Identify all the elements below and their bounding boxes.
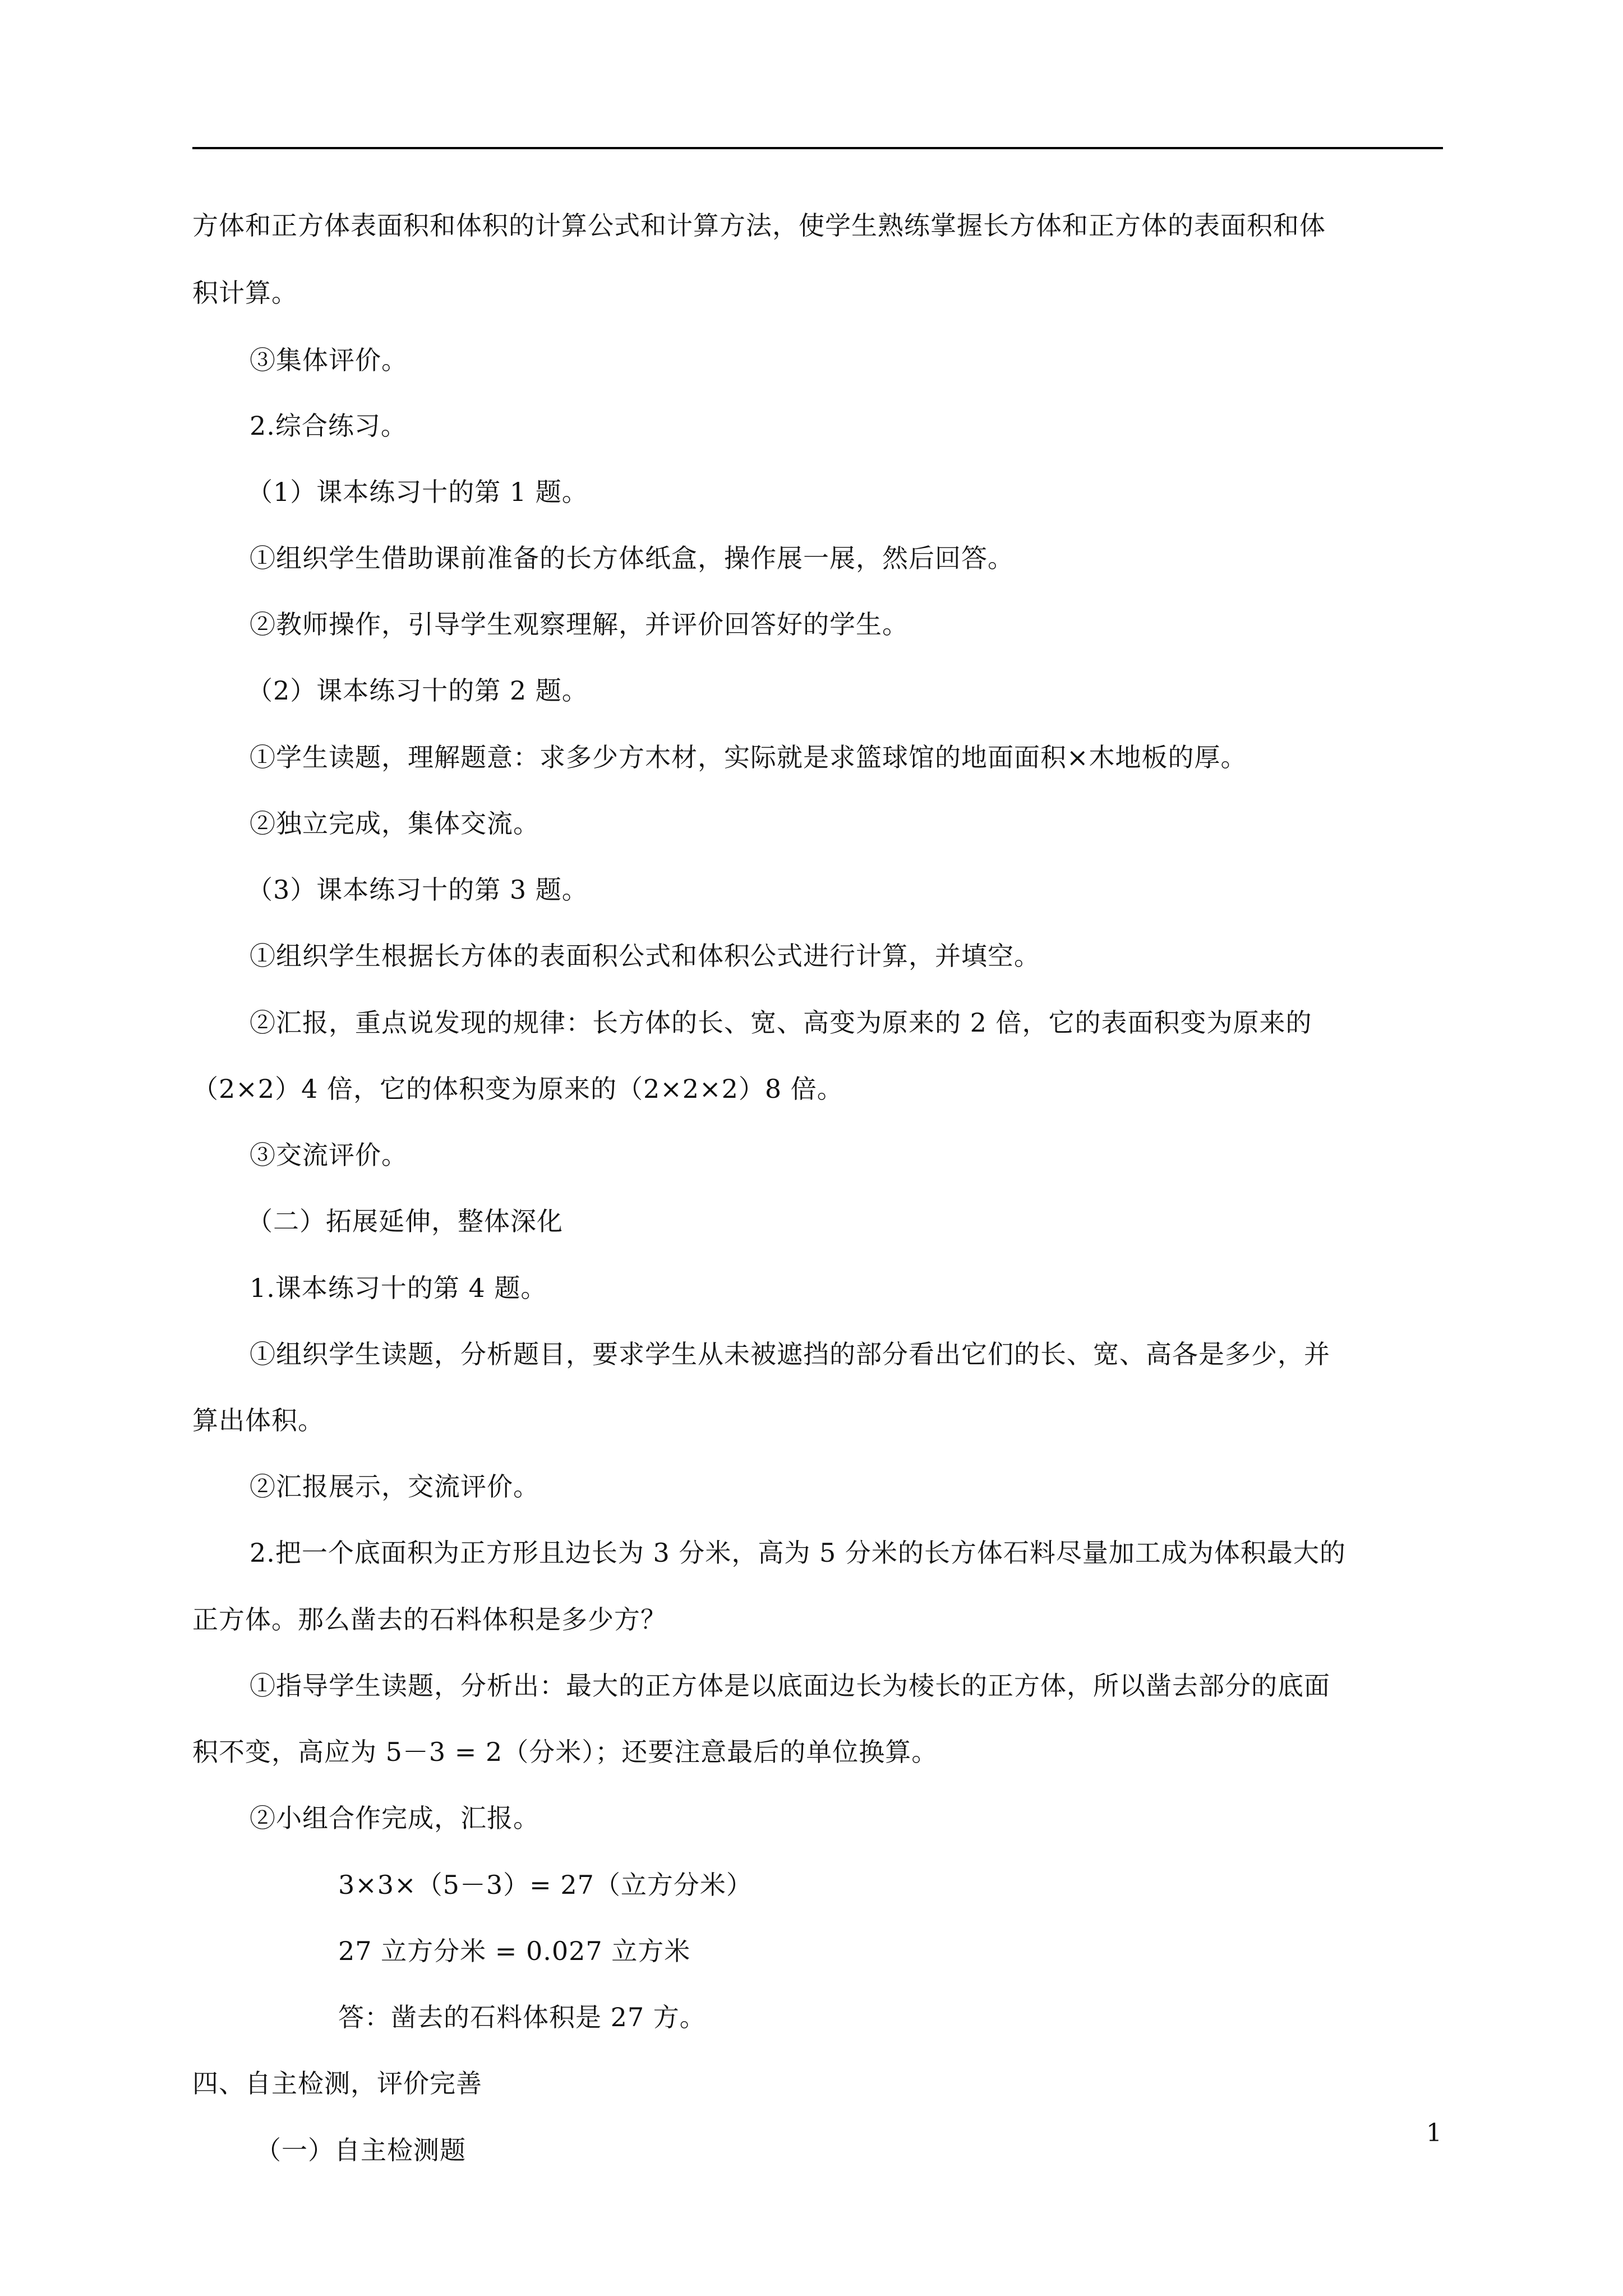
paragraph-line: ②汇报，重点说发现的规律：长方体的长、宽、高变为原来的 2 倍，它的表面积变为原来的: [250, 1007, 1312, 1038]
equation-line: 27 立方分米 = 0.027 立方米: [338, 1936, 691, 1966]
paragraph-line: ①指导学生读题，分析出：最大的正方体是以底面边长为棱长的正方体，所以凿去部分的底面: [250, 1671, 1330, 1701]
page-number: 1: [1426, 2119, 1442, 2147]
paragraph-line: ③集体评价。: [250, 345, 408, 375]
section-heading: （二）拓展延伸，整体深化: [247, 1206, 563, 1236]
paragraph-line: 积计算。: [192, 278, 298, 308]
subsection-heading: 1.课本练习十的第 4 题。: [250, 1273, 547, 1303]
paragraph-line: ②教师操作，引导学生观察理解，并评价回答好的学生。: [250, 609, 909, 639]
section-heading: 2.综合练习。: [250, 411, 407, 441]
subsection-heading: （一）自主检测题: [255, 2135, 466, 2165]
paragraph-line: ①组织学生读题，分析题目，要求学生从未被遮挡的部分看出它们的长、宽、高各是多少，并: [250, 1339, 1330, 1369]
paragraph-line: 算出体积。: [192, 1405, 324, 1435]
header-rule: [192, 147, 1443, 149]
paragraph-line: ①组织学生根据长方体的表面积公式和体积公式进行计算，并填空。: [250, 941, 1040, 971]
subsection-heading: （1）课本练习十的第 1 题。: [247, 477, 588, 507]
paragraph-line: ②汇报展示，交流评价。: [250, 1471, 540, 1502]
paragraph-line: 2.把一个底面积为正方形且边长为 3 分米，高为 5 分米的长方体石料尽量加工成为体积最大的: [250, 1538, 1346, 1568]
subsection-heading: （3）课本练习十的第 3 题。: [247, 875, 588, 905]
paragraph-line: ②独立完成，集体交流。: [250, 808, 540, 839]
answer-line: 答：凿去的石料体积是 27 方。: [338, 2002, 706, 2032]
paragraph-line: ②小组合作完成，汇报。: [250, 1803, 540, 1833]
paragraph-line: （2×2）4 倍，它的体积变为原来的（2×2×2）8 倍。: [192, 1074, 843, 1104]
paragraph-line: ①组织学生借助课前准备的长方体纸盒，操作展一展，然后回答。: [250, 543, 1014, 573]
paragraph-line: 正方体。那么凿去的石料体积是多少方？: [192, 1604, 667, 1635]
equation-line: 3×3×（5－3）= 27（立方分米）: [338, 1870, 753, 1900]
paragraph-line: ③交流评价。: [250, 1140, 408, 1170]
paragraph-line: 方体和正方体表面积和体积的计算公式和计算方法，使学生熟练掌握长方体和正方体的表面积和体: [192, 210, 1326, 241]
subsection-heading: （2）课本练习十的第 2 题。: [247, 675, 588, 706]
paragraph-line: ①学生读题，理解题意：求多少方木材，实际就是求篮球馆的地面面积×木地板的厚。: [250, 742, 1247, 772]
section-heading: 四、自主检测，评价完善: [192, 2068, 482, 2099]
paragraph-line: 积不变，高应为 5－3 = 2（分米）；还要注意最后的单位换算。: [192, 1737, 938, 1767]
